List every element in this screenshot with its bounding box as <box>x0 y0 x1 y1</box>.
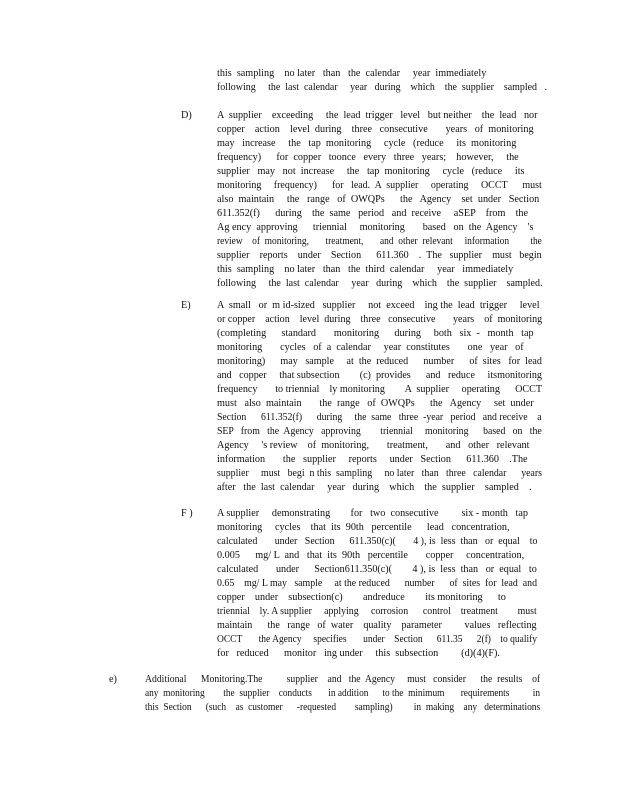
text-line: 0.65 mg/ L may sample at the reduced number of sites for lead and <box>217 578 538 589</box>
item-label-e: E) <box>181 300 191 311</box>
text-line: also maintain the range of OWQPs the Agency set under Section <box>217 194 540 205</box>
text-line: Section 611.352(f) during the same three -year period and receive a <box>217 412 542 423</box>
text-line: A supplier exceeding the lead trigger level but neither the lead nor <box>217 110 538 121</box>
item-paragraph-f <box>217 507 537 661</box>
text-line: information the supplier reports under Section 611.360 .The <box>217 454 528 465</box>
text-line: frequency to triennial ly monitoring A supplier operating OCCT <box>217 384 543 395</box>
text-line: after the last calendar year during which the supplier sampled . <box>217 482 532 493</box>
item-label-d: D) <box>181 110 192 121</box>
text-line: 0.005 mg/ L and that its 90th percentile copper concentration, <box>217 550 525 561</box>
text-line: this Section (such as customer -requested sampling) in making any determinations <box>145 702 541 713</box>
text-line: this sampling no later than the third calendar year immediately <box>217 264 514 275</box>
text-line: review of monitoring, treatment, and other relevant information the <box>217 236 542 247</box>
text-line: copper under subsection(c) andreduce its monitoring to <box>217 592 506 603</box>
text-line: Ag ency approving triennial monitoring based on the Agency 's <box>217 222 534 233</box>
text-line: frequency) for copper toonce every three years; however, the <box>217 152 519 163</box>
text-line: supplier reports under Section 611.360 . The supplier must begin <box>217 250 542 261</box>
text-line: SEP from the Agency approving triennial monitoring based on the <box>217 426 542 437</box>
text-line: supplier may not increase the tap monitoring cycle (reduce its <box>217 166 525 177</box>
text-line: or copper action level during three consecutive years of monitoring <box>217 314 543 325</box>
item-label-f: F ) <box>181 508 193 519</box>
text-line: A small or m id-sized supplier not exceed ing the lead trigger level <box>217 300 540 311</box>
text-line: must also maintain the range of OWQPs the Agency set under <box>217 398 534 409</box>
text-line: monitoring frequency) for lead. A supplier operating OCCT must <box>217 180 542 191</box>
item-paragraph-d <box>217 109 542 291</box>
text-line: this sampling no later than the calendar year immediately <box>217 68 487 79</box>
text-line: any monitoring the supplier conducts in addition to the minimum requirements in <box>145 688 540 699</box>
text-line: maintain the range of water quality parameter values reflecting <box>217 620 537 631</box>
text-line: calculated under Section 611.350(c)( 4 ), is less than or equal to <box>217 536 538 547</box>
text-line: OCCT the Agency specifies under Section 611.35 2(f) to qualify <box>217 634 537 645</box>
text-line: A supplier demonstrating for two consecutive six - month tap <box>217 508 528 519</box>
section-paragraph-e <box>145 673 540 715</box>
text-line: calculated under Section611.350(c)( 4 ), is less than or equal to <box>217 564 537 575</box>
text-line: monitoring cycles that its 90th percentile lead concentration, <box>217 522 510 533</box>
text-line: may increase the tap monitoring cycle (reduce its monitoring <box>217 138 517 149</box>
intro-paragraph <box>217 67 547 95</box>
text-line: monitoring cycles of a calendar year constitutes one year of <box>217 342 524 353</box>
text-line: Agency 's review of monitoring, treatment, and other relevant <box>217 440 530 451</box>
text-line: and copper that subsection (c) provides and reduce itsmonitoring <box>217 370 542 381</box>
text-line: following the last calendar year during which the supplier sampled. <box>217 278 543 289</box>
text-line: monitoring) may sample at the reduced number of sites for lead <box>217 356 542 367</box>
section-label-e: e) <box>109 674 117 685</box>
text-line: supplier must begi n this sampling no later than three calendar years <box>217 468 543 479</box>
item-paragraph-e <box>217 299 542 495</box>
text-line: following the last calendar year during which the supplier sampled . <box>217 82 547 93</box>
text-line: for reduced monitor ing under this subsection (d)(4)(F). <box>217 648 500 659</box>
text-line: triennial ly. A supplier applying corrosion control treatment must <box>217 606 537 617</box>
text-line: 611.352(f) during the same period and receive aSEP from the <box>217 208 529 219</box>
text-line: (completing standard monitoring during both six - month tap <box>217 328 534 339</box>
text-line: Additional Monitoring.The supplier and the Agency must consider the results of <box>145 674 541 685</box>
text-line: copper action level during three consecutive years of monitoring <box>217 124 534 135</box>
